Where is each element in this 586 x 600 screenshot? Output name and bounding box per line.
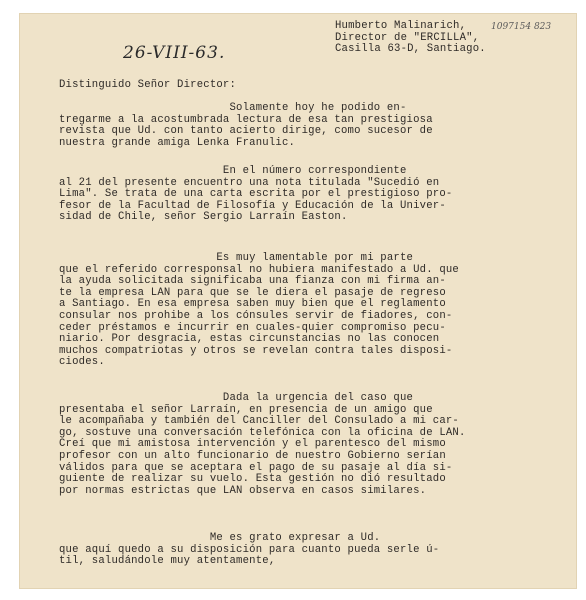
- paragraph-2: En el número correspondiente al 21 del presente encuentro una nota titulada "Sucedió en Lima". Se trata de una carta escrita por el prestigioso pro- fesor de la Facultad de Filosofía y Educación de la Univer- sidad de Chile, señor Sergio Larraín Easton.: [59, 165, 453, 224]
- paragraph-4: Dada la urgencia del caso que presentaba el señor Larraín, en presencia de un amigo que le acompañaba y también del Canciller del Consulado a mi car- go, sostuve una conversación telefónica con la oficina de LAN. Creí que mi amistosa intervención y el parentesco del mismo profesor con un alto funcionario de nuestro Gobierno serían válidos para que se aceptara el pago de su pasaje al día si- guiente de realizar su vuelo. Esta gestión no dió resultado por normas estrictas que LAN observa en casos similares.: [59, 392, 466, 497]
- letter-page: [19, 13, 577, 589]
- handwritten-date: 26-VIII-63.: [123, 43, 226, 63]
- salutation: Distinguido Señor Director:: [59, 79, 237, 91]
- paragraph-3: Es muy lamentable por mi parte que el referido corresponsal no hubiera manifestado a Ud. que la ayuda solicitada significaba una fianza con mi firma an- te la empresa LAN para que se le diera el pasaje de regreso a Santiago. En esa empresa saben muy bien que el reglamento consular nos prohibe a los cónsules servir de fiadores, con- ceder préstamos e incurrir en cuales-quier compromiso pecu- niario. Por desgracia, estas circunstancias no las conocen muchos compatriotas y otros se revelan contra tales disposi- ciodes.: [59, 252, 459, 369]
- archive-reference-number: 1097154 823: [491, 22, 552, 32]
- closing-paragraph: Me es grato expresar a Ud. que aquí quedo a su disposición para cuanto pueda serle ú- til, saludándole muy atentamente,: [59, 532, 440, 568]
- paragraph-1: Solamente hoy he podido en- tregarme a la acostumbrada lectura de esa tan prestigiosa revista que Ud. con tanto acierto dirige, como sucesor de nuestra grande amiga Lenka Franulic.: [59, 102, 433, 149]
- recipient-header: Humberto Malinarich, Director de "ERCILLA", Casilla 63-D, Santiago.: [335, 20, 486, 56]
